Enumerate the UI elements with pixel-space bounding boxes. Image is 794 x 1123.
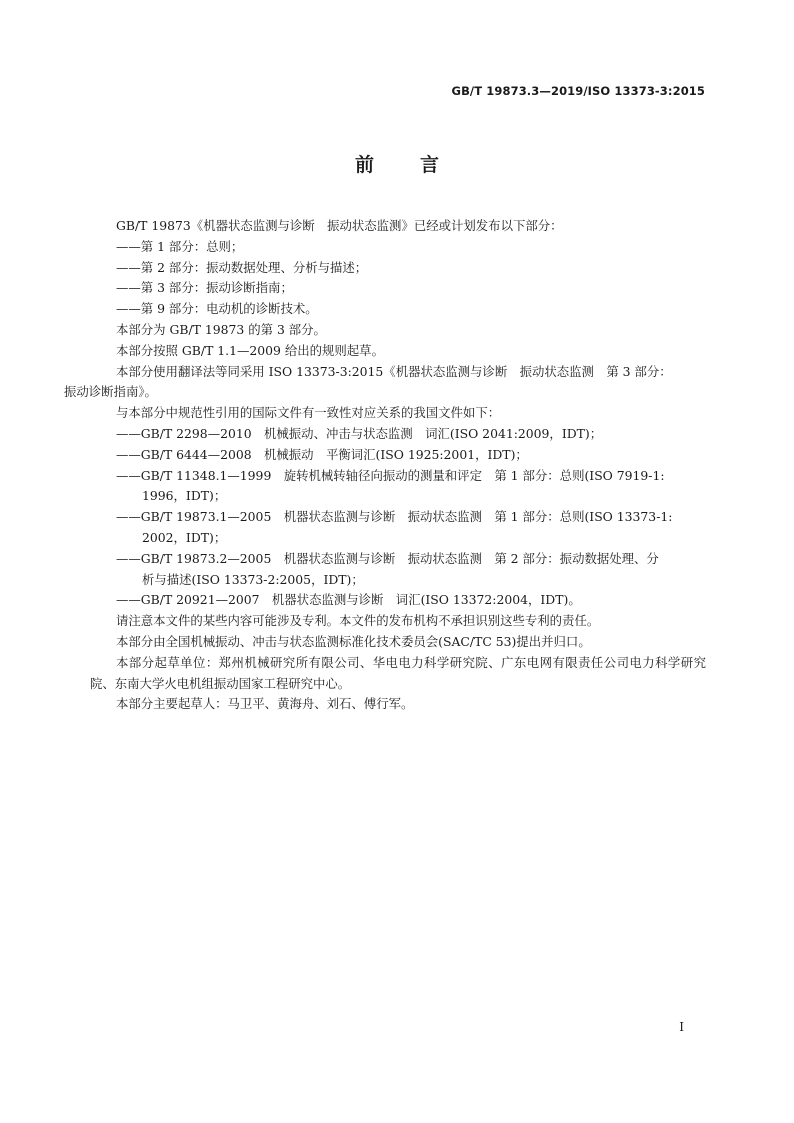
drafting-units: 本部分起草单位：郑州机械研究所有限公司、华电电力科学研究院、广东电网有限责任公司电力科学研究院、东南大学火电机组振动国家工程研究中心。 (90, 654, 706, 691)
reference-line-continued: 析与描述(ISO 13373-2:2005，IDT)； (142, 571, 364, 587)
reference-line: ——GB/T 20921—2007 机器状态监测与诊断 词汇(ISO 13372:2004，IDT)。 (116, 592, 581, 608)
reference-item (90, 445, 706, 466)
adoption-statement (64, 362, 706, 404)
reference-line: ——GB/T 11348.1—1999 旋转机械转轴径向振动的测量和评定 第 1 部分：总则(ISO 7919-1: (116, 467, 665, 483)
reference-item (90, 549, 706, 591)
reference-line: ——GB/T 19873.1—2005 机器状态监测与诊断 振动状态监测 第 1 部分：总则(ISO 13373-1: (116, 509, 673, 525)
reference-item (90, 507, 706, 549)
part-list-item: ——第 9 部分：电动机的诊断技术。 (116, 301, 318, 317)
reference-line: ——GB/T 6444—2008 机械振动 平衡词汇(ISO 1925:2001，IDT)； (116, 446, 528, 462)
references-intro: 与本部分中规范性引用的国际文件有一致性对应关系的我国文件如下： (116, 405, 501, 421)
foreword-body (64, 216, 706, 715)
part-list-item: ——第 1 部分：总则； (116, 238, 244, 254)
part-statement: 本部分为 GB/T 19873 的第 3 部分。 (116, 321, 326, 337)
intro-paragraph: GB/T 19873《机器状态监测与诊断 振动状态监测》已经或计划发布以下部分： (116, 218, 563, 233)
reference-line-continued: 1996，IDT)； (142, 488, 227, 504)
standard-code-header: GB/T 19873.3—2019/ISO 13373-3:2015 (451, 84, 705, 98)
adoption-statement-line1: 本部分使用翻译法等同采用 ISO 13373-3:2015《机器状态监测与诊断 振动状态监测 第 3 部分： (116, 363, 672, 379)
part-list-item: ——第 2 部分：振动数据处理、分析与描述； (116, 259, 368, 275)
adoption-statement-line2: 振动诊断指南》。 (64, 384, 157, 400)
reference-item (90, 424, 706, 445)
reference-line: ——GB/T 19873.2—2005 机器状态监测与诊断 振动状态监测 第 2 部分：振动数据处理、分 (116, 550, 659, 566)
patent-notice: 请注意本文件的某些内容可能涉及专利。本文件的发布机构不承担识别这些专利的责任。 (116, 613, 600, 629)
part-list-item: ——第 3 部分：振动诊断指南； (116, 280, 293, 296)
proposer-statement: 本部分由全国机械振动、冲击与状态监测标准化技术委员会(SAC/TC 53)提出并归口。 (116, 633, 591, 649)
reference-item (90, 590, 706, 611)
reference-line-continued: 2002，IDT)； (142, 529, 227, 545)
page-number: I (679, 1020, 684, 1034)
page-title: 前言 (354, 154, 485, 176)
reference-item (90, 466, 706, 508)
drafting-rule-statement: 本部分按照 GB/T 1.1—2009 给出的规则起草。 (116, 342, 384, 358)
drafters: 本部分主要起草人：马卫平、黄海舟、刘石、傅行军。 (116, 696, 414, 712)
reference-line: ——GB/T 2298—2010 机械振动、冲击与状态监测 词汇(ISO 2041:2009，IDT)； (116, 425, 603, 441)
